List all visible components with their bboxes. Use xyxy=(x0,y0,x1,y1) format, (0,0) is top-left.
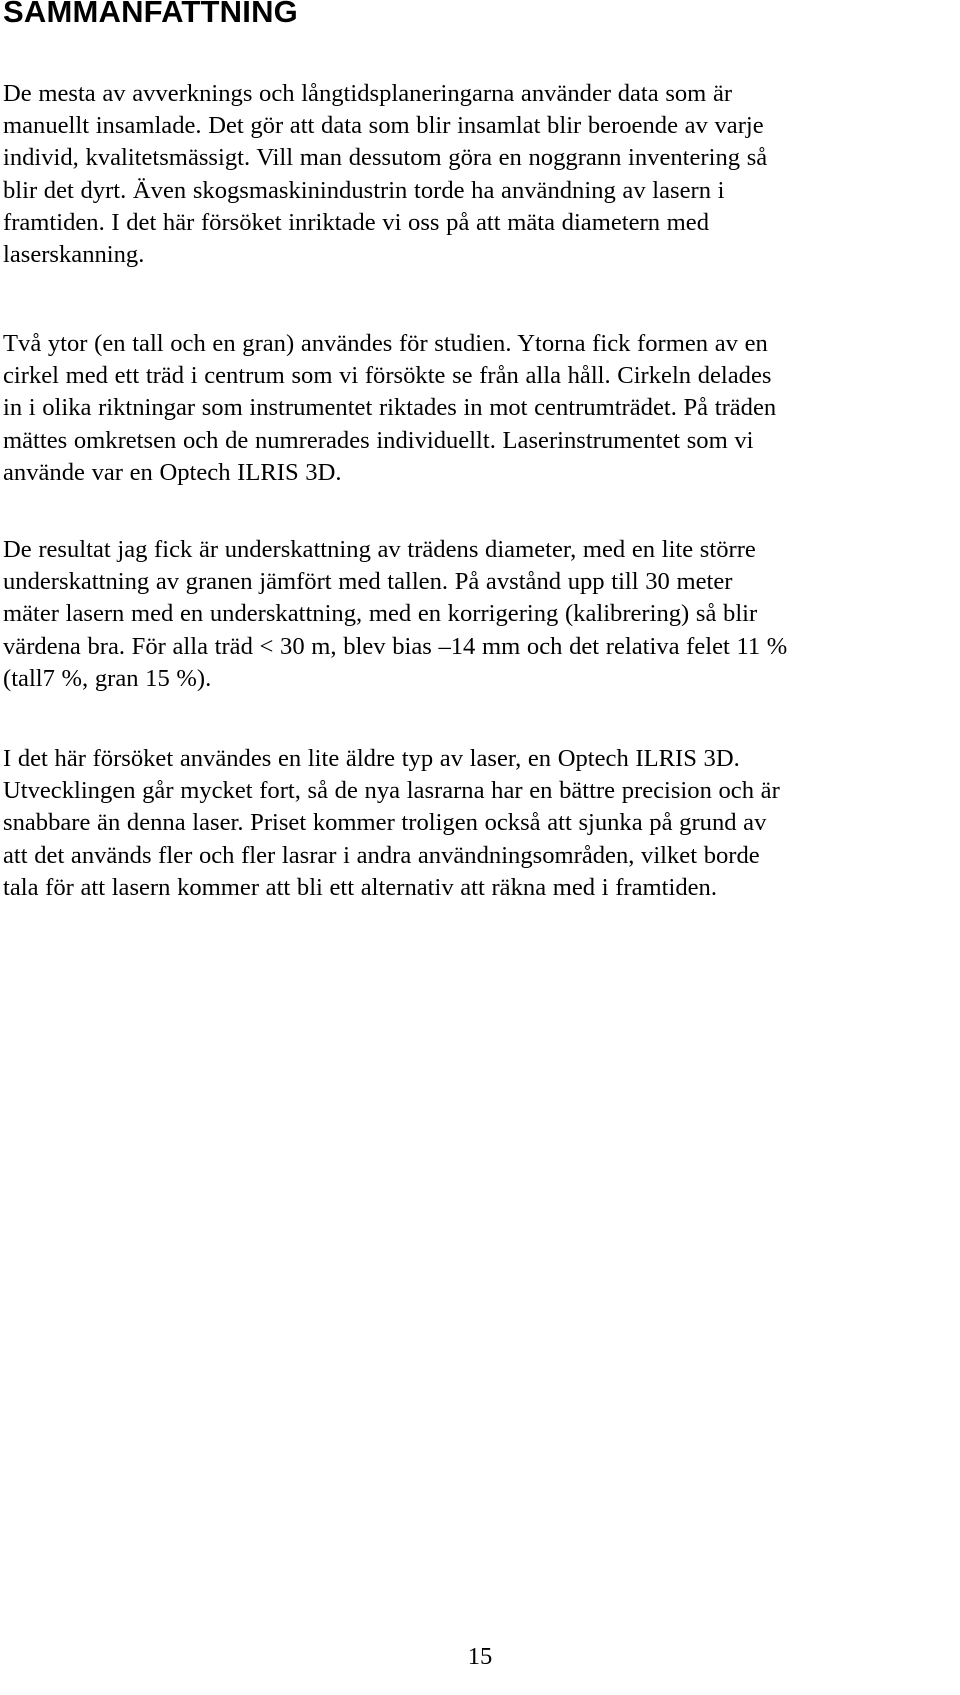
paragraph-results: De resultat jag fick är underskattning av trädens diameter, med en lite större underskattning av granen jämfört med tallen. På avstånd upp till 30 meter mäter lasern med en underskattning, med en korrigering (kalibrering) så blir värdena bra. För alla träd < 30 m, blev bias –14 mm och det relativa felet 11 % (tall7 %, gran 15 %). xyxy=(3,536,788,692)
paragraph-introduction: De mesta av avverknings och långtidsplaneringarna använder data som är manuellt insamlade. Det gör att data som blir insamlat blir beroende av varje individ, kvalitetsmässigt. Vill man dessutom göra en noggrann inventering så blir det dyrt. Även skogsmaskinindustrin torde ha användning av lasern i framtiden. I det här försöket inriktade vi oss på att mäta diametern med laserskanning. xyxy=(3,80,768,269)
section-heading: SAMMANFATTNING xyxy=(3,0,298,29)
paragraph-method: Två ytor (en tall och en gran) användes för studien. Ytorna fick formen av en cirkel med ett träd i centrum som vi försökte se från alla håll. Cirkeln delades in i olika riktningar som instrumentet riktades in mot centrumträdet. På träden mättes omkretsen och de numrerades individuellt. Laserinstrumentet som vi använde var en Optech ILRIS 3D. xyxy=(3,330,777,486)
page-number: 15 xyxy=(467,1643,493,1670)
paragraph-discussion: I det här försöket användes en lite äldre typ av laser, en Optech ILRIS 3D. Utvecklingen går mycket fort, så de nya lasrarna har en bättre precision och är snabbare än denna laser. Priset kommer troligen också att sjunka på grund av att det används fler och fler lasrar i andra användningsområden, vilket borde tala för att lasern kommer att bli ett alternativ att räkna med i framtiden. xyxy=(3,745,780,901)
